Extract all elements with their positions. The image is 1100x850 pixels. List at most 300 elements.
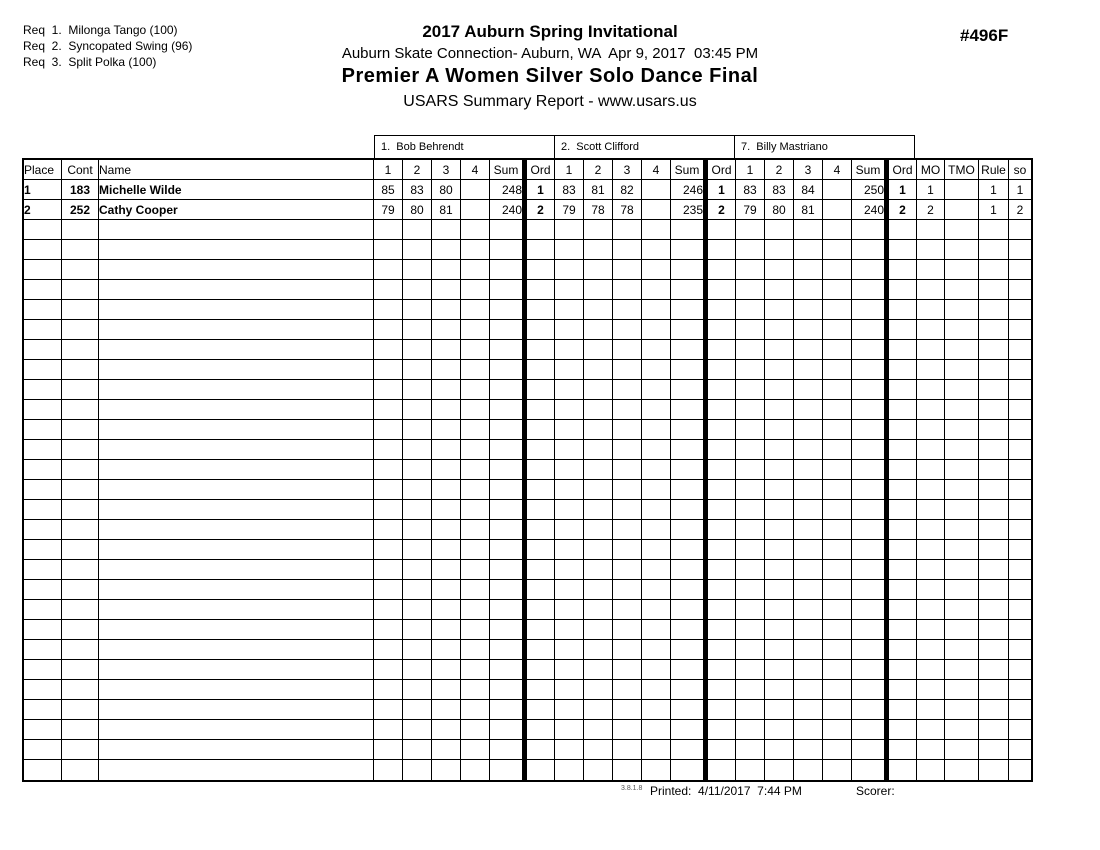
empty-cell bbox=[823, 340, 852, 360]
empty-cell bbox=[642, 240, 671, 260]
empty-cell bbox=[823, 680, 852, 700]
empty-cell bbox=[642, 580, 671, 600]
column-header-score: 3 bbox=[613, 160, 642, 180]
empty-row bbox=[24, 220, 1031, 240]
empty-cell bbox=[374, 620, 403, 640]
empty-cell bbox=[1009, 500, 1031, 520]
empty-cell bbox=[24, 700, 62, 720]
empty-cell bbox=[555, 740, 584, 760]
empty-cell bbox=[62, 620, 99, 640]
empty-cell bbox=[461, 240, 490, 260]
empty-cell bbox=[794, 220, 823, 240]
empty-cell bbox=[1009, 340, 1031, 360]
empty-cell bbox=[917, 480, 945, 500]
empty-cell bbox=[403, 740, 432, 760]
empty-row bbox=[24, 760, 1031, 780]
empty-cell bbox=[765, 340, 794, 360]
empty-cell bbox=[736, 320, 765, 340]
empty-cell bbox=[555, 520, 584, 540]
empty-cell bbox=[852, 280, 885, 300]
empty-cell bbox=[613, 720, 642, 740]
empty-cell bbox=[852, 600, 885, 620]
empty-cell bbox=[1009, 300, 1031, 320]
empty-cell bbox=[555, 380, 584, 400]
empty-cell bbox=[523, 580, 555, 600]
empty-cell bbox=[852, 700, 885, 720]
empty-cell bbox=[24, 260, 62, 280]
empty-cell bbox=[374, 360, 403, 380]
empty-cell bbox=[523, 380, 555, 400]
empty-cell bbox=[613, 400, 642, 420]
empty-cell bbox=[403, 720, 432, 740]
empty-cell bbox=[432, 660, 461, 680]
empty-cell bbox=[885, 240, 917, 260]
empty-cell bbox=[99, 480, 374, 500]
empty-cell bbox=[885, 500, 917, 520]
empty-cell bbox=[794, 700, 823, 720]
empty-cell bbox=[490, 440, 523, 460]
empty-cell bbox=[99, 360, 374, 380]
empty-cell bbox=[642, 740, 671, 760]
empty-cell bbox=[403, 580, 432, 600]
empty-cell bbox=[432, 680, 461, 700]
empty-cell bbox=[24, 460, 62, 480]
empty-cell bbox=[374, 440, 403, 460]
empty-cell bbox=[613, 260, 642, 280]
empty-cell bbox=[823, 660, 852, 680]
empty-cell bbox=[490, 660, 523, 680]
empty-cell bbox=[99, 660, 374, 680]
empty-cell bbox=[403, 300, 432, 320]
empty-cell bbox=[374, 680, 403, 700]
empty-cell bbox=[671, 520, 704, 540]
empty-cell bbox=[374, 540, 403, 560]
empty-row bbox=[24, 360, 1031, 380]
empty-cell bbox=[885, 600, 917, 620]
empty-cell bbox=[374, 700, 403, 720]
empty-cell bbox=[62, 680, 99, 700]
empty-cell bbox=[917, 340, 945, 360]
skater-name-cell: Cathy Cooper bbox=[99, 200, 374, 220]
score-cell: 84 bbox=[794, 180, 823, 200]
empty-cell bbox=[523, 440, 555, 460]
empty-cell bbox=[62, 640, 99, 660]
empty-cell bbox=[432, 420, 461, 440]
empty-cell bbox=[852, 500, 885, 520]
empty-cell bbox=[671, 540, 704, 560]
empty-cell bbox=[24, 540, 62, 560]
empty-cell bbox=[765, 680, 794, 700]
empty-cell bbox=[461, 560, 490, 580]
score-cell: 81 bbox=[794, 200, 823, 220]
empty-cell bbox=[765, 600, 794, 620]
empty-cell bbox=[1009, 480, 1031, 500]
empty-cell bbox=[555, 500, 584, 520]
empty-cell bbox=[671, 400, 704, 420]
empty-cell bbox=[979, 460, 1009, 480]
empty-cell bbox=[490, 640, 523, 660]
empty-cell bbox=[523, 700, 555, 720]
empty-cell bbox=[823, 460, 852, 480]
empty-cell bbox=[1009, 720, 1031, 740]
empty-cell bbox=[945, 680, 979, 700]
empty-cell bbox=[823, 500, 852, 520]
empty-cell bbox=[374, 320, 403, 340]
empty-cell bbox=[99, 280, 374, 300]
empty-cell bbox=[885, 620, 917, 640]
empty-cell bbox=[555, 760, 584, 780]
empty-cell bbox=[945, 560, 979, 580]
column-header-score: 1 bbox=[736, 160, 765, 180]
report-type-line: USARS Summary Report - www.usars.us bbox=[403, 93, 697, 110]
empty-cell bbox=[613, 600, 642, 620]
column-header-score: 1 bbox=[555, 160, 584, 180]
empty-cell bbox=[1009, 620, 1031, 640]
empty-cell bbox=[642, 420, 671, 440]
empty-cell bbox=[765, 360, 794, 380]
empty-cell bbox=[885, 720, 917, 740]
empty-cell bbox=[403, 420, 432, 440]
empty-cell bbox=[736, 520, 765, 540]
empty-cell bbox=[823, 220, 852, 240]
empty-cell bbox=[403, 600, 432, 620]
judge-name-box: 1. Bob Behrendt bbox=[374, 135, 555, 158]
empty-cell bbox=[736, 600, 765, 620]
empty-cell bbox=[736, 540, 765, 560]
empty-cell bbox=[461, 760, 490, 780]
empty-cell bbox=[99, 580, 374, 600]
empty-row bbox=[24, 600, 1031, 620]
empty-cell bbox=[403, 620, 432, 640]
empty-cell bbox=[1009, 260, 1031, 280]
empty-cell bbox=[461, 500, 490, 520]
empty-cell bbox=[945, 600, 979, 620]
score-table bbox=[22, 158, 1033, 782]
empty-cell bbox=[671, 740, 704, 760]
column-header-name: Name bbox=[99, 160, 374, 180]
empty-cell bbox=[852, 220, 885, 240]
empty-cell bbox=[432, 240, 461, 260]
empty-cell bbox=[642, 540, 671, 560]
empty-cell bbox=[403, 540, 432, 560]
empty-cell bbox=[917, 560, 945, 580]
empty-cell bbox=[979, 580, 1009, 600]
empty-cell bbox=[403, 280, 432, 300]
empty-cell bbox=[671, 380, 704, 400]
empty-cell bbox=[403, 660, 432, 680]
empty-cell bbox=[374, 400, 403, 420]
empty-cell bbox=[704, 460, 736, 480]
empty-cell bbox=[24, 740, 62, 760]
empty-row bbox=[24, 700, 1031, 720]
empty-cell bbox=[823, 760, 852, 780]
empty-cell bbox=[432, 380, 461, 400]
printed-timestamp: Printed: 4/11/2017 7:44 PM bbox=[650, 784, 802, 798]
empty-cell bbox=[24, 520, 62, 540]
column-header-ord: Ord bbox=[885, 160, 917, 180]
empty-cell bbox=[917, 740, 945, 760]
empty-cell bbox=[62, 440, 99, 460]
empty-cell bbox=[62, 760, 99, 780]
empty-row bbox=[24, 400, 1031, 420]
empty-cell bbox=[704, 520, 736, 540]
score-cell: 83 bbox=[765, 180, 794, 200]
empty-cell bbox=[613, 740, 642, 760]
empty-cell bbox=[403, 640, 432, 660]
empty-cell bbox=[765, 300, 794, 320]
empty-cell bbox=[979, 340, 1009, 360]
empty-cell bbox=[852, 580, 885, 600]
empty-cell bbox=[62, 220, 99, 240]
empty-cell bbox=[852, 420, 885, 440]
empty-cell bbox=[490, 260, 523, 280]
empty-cell bbox=[885, 480, 917, 500]
empty-cell bbox=[461, 620, 490, 640]
score-cell: 81 bbox=[432, 200, 461, 220]
empty-cell bbox=[461, 360, 490, 380]
empty-cell bbox=[642, 400, 671, 420]
empty-cell bbox=[765, 640, 794, 660]
empty-cell bbox=[945, 480, 979, 500]
empty-cell bbox=[794, 720, 823, 740]
column-header-rule: Rule bbox=[979, 160, 1009, 180]
empty-cell bbox=[885, 520, 917, 540]
empty-cell bbox=[613, 660, 642, 680]
empty-row bbox=[24, 500, 1031, 520]
empty-cell bbox=[613, 500, 642, 520]
score-cell: 79 bbox=[736, 200, 765, 220]
empty-cell bbox=[852, 560, 885, 580]
empty-cell bbox=[704, 440, 736, 460]
empty-cell bbox=[461, 600, 490, 620]
empty-cell bbox=[523, 540, 555, 560]
empty-cell bbox=[613, 560, 642, 580]
empty-cell bbox=[1009, 700, 1031, 720]
empty-cell bbox=[671, 680, 704, 700]
empty-cell bbox=[917, 520, 945, 540]
empty-cell bbox=[1009, 740, 1031, 760]
empty-cell bbox=[917, 220, 945, 240]
empty-cell bbox=[794, 260, 823, 280]
empty-cell bbox=[403, 400, 432, 420]
empty-cell bbox=[62, 700, 99, 720]
so-cell: 1 bbox=[1009, 180, 1031, 200]
empty-cell bbox=[432, 260, 461, 280]
empty-cell bbox=[885, 740, 917, 760]
empty-cell bbox=[765, 620, 794, 640]
empty-cell bbox=[374, 660, 403, 680]
empty-cell bbox=[852, 480, 885, 500]
empty-cell bbox=[584, 420, 613, 440]
empty-cell bbox=[461, 300, 490, 320]
empty-cell bbox=[403, 460, 432, 480]
empty-cell bbox=[99, 500, 374, 520]
empty-cell bbox=[374, 580, 403, 600]
empty-cell bbox=[374, 300, 403, 320]
empty-cell bbox=[736, 440, 765, 460]
empty-cell bbox=[823, 260, 852, 280]
empty-cell bbox=[490, 600, 523, 620]
empty-cell bbox=[584, 640, 613, 660]
empty-cell bbox=[490, 340, 523, 360]
empty-cell bbox=[823, 320, 852, 340]
empty-cell bbox=[736, 700, 765, 720]
empty-cell bbox=[794, 560, 823, 580]
empty-cell bbox=[704, 340, 736, 360]
empty-cell bbox=[584, 480, 613, 500]
empty-cell bbox=[99, 320, 374, 340]
empty-cell bbox=[432, 500, 461, 520]
empty-cell bbox=[671, 700, 704, 720]
empty-cell bbox=[613, 340, 642, 360]
empty-cell bbox=[945, 660, 979, 680]
empty-cell bbox=[584, 280, 613, 300]
empty-cell bbox=[736, 460, 765, 480]
empty-cell bbox=[99, 520, 374, 540]
empty-cell bbox=[490, 620, 523, 640]
empty-cell bbox=[432, 640, 461, 660]
empty-cell bbox=[432, 600, 461, 620]
empty-cell bbox=[945, 720, 979, 740]
empty-cell bbox=[432, 460, 461, 480]
empty-cell bbox=[917, 400, 945, 420]
empty-cell bbox=[852, 340, 885, 360]
empty-cell bbox=[704, 300, 736, 320]
empty-cell bbox=[794, 520, 823, 540]
empty-cell bbox=[917, 360, 945, 380]
empty-cell bbox=[24, 440, 62, 460]
tmo-cell bbox=[945, 200, 979, 220]
empty-cell bbox=[642, 380, 671, 400]
empty-cell bbox=[1009, 600, 1031, 620]
empty-cell bbox=[794, 440, 823, 460]
empty-cell bbox=[945, 440, 979, 460]
empty-row bbox=[24, 580, 1031, 600]
empty-cell bbox=[671, 280, 704, 300]
empty-cell bbox=[671, 240, 704, 260]
empty-cell bbox=[432, 700, 461, 720]
empty-cell bbox=[671, 620, 704, 640]
empty-cell bbox=[671, 260, 704, 280]
empty-cell bbox=[979, 280, 1009, 300]
empty-row bbox=[24, 460, 1031, 480]
empty-cell bbox=[885, 700, 917, 720]
empty-cell bbox=[823, 240, 852, 260]
empty-cell bbox=[24, 360, 62, 380]
empty-cell bbox=[613, 700, 642, 720]
empty-cell bbox=[584, 760, 613, 780]
empty-cell bbox=[490, 380, 523, 400]
empty-cell bbox=[62, 300, 99, 320]
empty-cell bbox=[99, 540, 374, 560]
empty-row bbox=[24, 240, 1031, 260]
empty-cell bbox=[99, 680, 374, 700]
empty-cell bbox=[24, 320, 62, 340]
empty-cell bbox=[490, 220, 523, 240]
empty-cell bbox=[490, 680, 523, 700]
empty-cell bbox=[403, 500, 432, 520]
empty-cell bbox=[62, 600, 99, 620]
ordinal-cell: 1 bbox=[523, 180, 555, 200]
place-cell: 1 bbox=[24, 180, 62, 200]
empty-cell bbox=[823, 480, 852, 500]
empty-cell bbox=[642, 620, 671, 640]
empty-cell bbox=[99, 420, 374, 440]
empty-row bbox=[24, 740, 1031, 760]
empty-cell bbox=[461, 640, 490, 660]
score-cell bbox=[642, 180, 671, 200]
empty-cell bbox=[642, 440, 671, 460]
empty-cell bbox=[432, 440, 461, 460]
score-cell bbox=[642, 200, 671, 220]
empty-cell bbox=[613, 280, 642, 300]
empty-cell bbox=[979, 440, 1009, 460]
empty-cell bbox=[945, 220, 979, 240]
empty-cell bbox=[765, 240, 794, 260]
empty-cell bbox=[917, 500, 945, 520]
empty-cell bbox=[461, 740, 490, 760]
empty-cell bbox=[374, 380, 403, 400]
empty-cell bbox=[765, 540, 794, 560]
empty-cell bbox=[945, 260, 979, 280]
empty-cell bbox=[62, 480, 99, 500]
empty-cell bbox=[374, 280, 403, 300]
empty-cell bbox=[1009, 380, 1031, 400]
empty-cell bbox=[736, 220, 765, 240]
empty-cell bbox=[432, 560, 461, 580]
empty-cell bbox=[461, 460, 490, 480]
empty-cell bbox=[24, 560, 62, 580]
empty-cell bbox=[432, 540, 461, 560]
empty-cell bbox=[62, 520, 99, 540]
empty-cell bbox=[823, 720, 852, 740]
empty-cell bbox=[917, 320, 945, 340]
empty-cell bbox=[99, 560, 374, 580]
empty-cell bbox=[432, 300, 461, 320]
empty-cell bbox=[523, 280, 555, 300]
column-header-score: 4 bbox=[823, 160, 852, 180]
software-version: 3.8.1.8 bbox=[621, 785, 643, 792]
empty-cell bbox=[736, 240, 765, 260]
empty-cell bbox=[374, 600, 403, 620]
empty-cell bbox=[374, 260, 403, 280]
empty-cell bbox=[62, 280, 99, 300]
empty-cell bbox=[490, 500, 523, 520]
empty-row bbox=[24, 620, 1031, 640]
empty-cell bbox=[671, 500, 704, 520]
empty-cell bbox=[613, 480, 642, 500]
empty-cell bbox=[885, 660, 917, 680]
empty-cell bbox=[432, 580, 461, 600]
column-header-ord: Ord bbox=[523, 160, 555, 180]
empty-cell bbox=[432, 220, 461, 240]
ordinal-cell: 1 bbox=[704, 180, 736, 200]
empty-cell bbox=[62, 360, 99, 380]
empty-cell bbox=[555, 620, 584, 640]
empty-cell bbox=[555, 540, 584, 560]
empty-cell bbox=[584, 540, 613, 560]
empty-cell bbox=[584, 220, 613, 240]
rule-cell: 1 bbox=[979, 200, 1009, 220]
empty-cell bbox=[642, 680, 671, 700]
empty-cell bbox=[642, 360, 671, 380]
empty-cell bbox=[24, 300, 62, 320]
empty-cell bbox=[461, 380, 490, 400]
empty-cell bbox=[374, 740, 403, 760]
empty-cell bbox=[917, 600, 945, 620]
empty-cell bbox=[945, 360, 979, 380]
empty-cell bbox=[432, 400, 461, 420]
